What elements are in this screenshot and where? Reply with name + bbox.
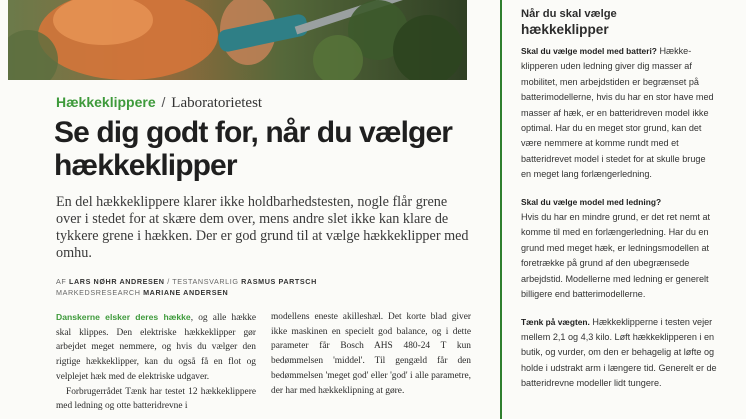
article-lede: En del hækkeklippere klarer ikke holdbarhedstesten, nogle flår grene over i stedet for at skære dem over, mens andre slet ikke kan klare de tykkere grene i hækken. Der er god grund til at vælge hækkeklipper med omhu. — [56, 194, 469, 261]
byline-testlead: RASMUS PARTSCH — [241, 277, 317, 286]
sidebar-question: Skal du vælge model med ledning? — [521, 196, 662, 207]
subcategory-label: Laboratorietest — [171, 95, 263, 111]
sidebar-rule — [500, 0, 502, 419]
sidebar-item-cord — [521, 195, 717, 303]
sidebar-question: Tænk på vægten. — [521, 316, 590, 327]
sidebar-item-weight — [521, 315, 717, 392]
hedge-trimmer-photo — [8, 0, 467, 80]
body-column-2 — [271, 310, 471, 398]
article-byline — [56, 276, 476, 298]
byline-separator: / — [167, 277, 170, 286]
byline-author: LARS NØHR ANDRESEN — [69, 277, 165, 286]
byline-market: MARIANE ANDERSEN — [143, 288, 229, 297]
photo-illustration — [8, 0, 467, 80]
sidebar-question: Skal du vælge model med batteri? — [521, 46, 657, 56]
body-paragraph-1 — [56, 310, 256, 385]
sidebar-answer: Hækkeklipperne i testen vejer mellem 2,1 og 4,3 kilo. Løft hækkeklipperen i en butik, og vurder, om den er behagelig at løfte og holde i udstrakt arm i længere tid. Generelt er de batteridrevne modeller lidt tungere. — [521, 316, 717, 389]
sidebar-answer: Hvis du har en mindre grund, er det ret nemt at komme til med en forlængerledning. Har du en grund med meget hæk, er ledningsmodellen at foretrække på grund af den ubegrænsede arbejdstid. Modellerne med ledning er generelt billigere end batterimodellerne. — [521, 212, 711, 300]
byline-market-label: MARKEDSRESEARCH — [56, 288, 141, 297]
paragraph-1-text: , og alle hække skal klippes. Den elektriske hækkeklipper gør arbejdet meget nemmere, og hvis du vælger den rigtige hækkeklipper, kan du også få en flot og velplejet hæk med de elektriske udgaver. — [56, 313, 257, 382]
paragraph-lead-in: Danskerne elsker deres hække — [56, 312, 191, 322]
sidebar-answer: Hækkeklipperen uden ledning giver dig masser af mobilitet, men arbejdstiden er begrænset på batterimodellerne, hvis du har en stor have med masser af hæk, er en batteridreven model ikke optimal. Har du en meget stor grund, kan det være nemmere at komme rundt med et batteridrevet model i stedet for at skulle bruge en meget lang forlængerledning. — [521, 46, 714, 180]
article-kicker — [56, 94, 262, 112]
sidebar-subtitle: hækkeklipper — [521, 22, 609, 37]
kicker-separator: / — [161, 94, 166, 110]
category-label[interactable]: Hækkeklippere — [56, 94, 156, 110]
sidebar-item-battery — [521, 44, 717, 183]
body-column-1 — [56, 310, 256, 414]
info-sidebar — [521, 8, 717, 404]
body-paragraph-3: modellens eneste akilleshæl. Det korte blad giver ikke maskinen en specielt god balance, og i dette parameter får Bosch AHS 480-24 T kun bedømmelsen 'middel'. Til gengæld får den bedømmelsen 'meget god' eller 'god' i alle parametre, der har med hækkeklipning at gøre. — [271, 312, 471, 396]
sidebar-title: Når du skal vælge — [521, 8, 617, 20]
article-headline: Se dig godt for, når du vælger hækkeklipper — [54, 116, 453, 182]
body-paragraph-2: Forbrugerrådet Tænk har testet 12 hækkeklippere med ledning og otte batteridrevne i — [56, 386, 256, 412]
byline-by-label: AF — [56, 277, 67, 286]
byline-testlead-label: TESTANSVARLIG — [172, 277, 239, 286]
